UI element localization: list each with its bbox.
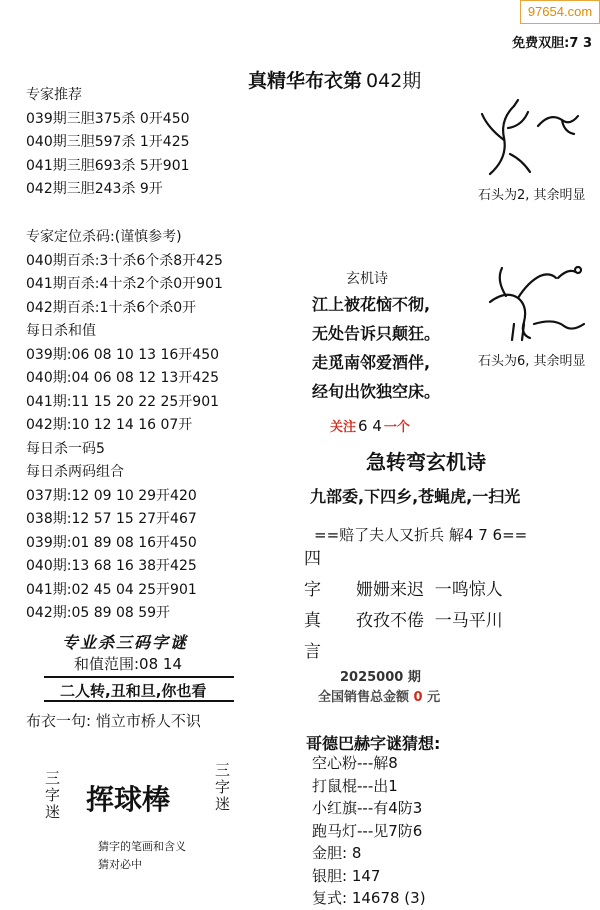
section-heading: 专家推荐	[26, 87, 82, 103]
four-words-char: 真	[304, 611, 321, 631]
daily-kill-one: 每日杀一码5	[26, 440, 105, 457]
divider	[44, 700, 234, 702]
riddle-label-left: 三字迷	[43, 770, 61, 821]
turn-heading: 急转弯玄机诗	[366, 450, 486, 474]
follow-label: 关注	[330, 420, 357, 435]
list-item: 040期三胆597杀 1开425	[26, 134, 190, 150]
four-words-char: 字	[304, 580, 321, 600]
sales-amount: 0	[413, 690, 423, 705]
follow-suffix: 一个	[383, 420, 410, 435]
follow-numbers: 6 4	[358, 417, 382, 435]
list-item: 跑马灯---见7防6	[312, 821, 423, 840]
lost-line: ==赔了夫人又折兵 解4 7 6==	[314, 526, 528, 544]
three-riddle-heading: 专业杀三码字谜	[62, 633, 189, 652]
riddle-note-2: 猜对必中	[98, 858, 142, 871]
section-heading: 每日杀和值	[26, 323, 96, 339]
list-item: 039期:06 08 10 13 16开450	[26, 346, 220, 363]
four-words-row-1: 姗姗来迟 一鸣惊人	[356, 580, 503, 600]
ink-dancer-icon	[484, 262, 594, 344]
list-item: 038期:12 57 15 27开467	[26, 511, 197, 527]
four-words-char: 言	[304, 642, 321, 662]
list-item: 复式: 14678 (3)	[312, 889, 426, 907]
four-words-column	[304, 544, 321, 668]
three-riddle-range: 和值范围:08 14	[74, 655, 182, 673]
sales-line	[318, 686, 440, 705]
follow-line	[330, 416, 410, 435]
list-item: 042期:05 89 08 59开	[26, 605, 171, 621]
poem-line: 无处告诉只颠狂。	[312, 324, 441, 343]
riddle-note-1: 猜字的笔画和含义	[98, 840, 186, 853]
stone-note-1: 石头为2, 其余明显	[478, 188, 586, 203]
goedel-heading: 哥德巴赫字谜猜想:	[306, 734, 441, 753]
list-item: 039期:01 89 08 16开450	[26, 534, 197, 551]
list-item: 042期百杀:1十杀6个杀0开	[26, 299, 197, 316]
buyi-sentence: 布衣一句: 悄立市桥人不识	[26, 712, 201, 730]
title-issue: 042期	[366, 70, 422, 92]
poem-line: 经旬出饮独空床。	[312, 382, 441, 401]
sales-issue: 2025000 期	[340, 670, 421, 685]
sales-label: 全国销售总金额	[318, 690, 410, 705]
positional-section	[26, 226, 223, 626]
mystic-poem	[312, 290, 440, 406]
sales-unit: 元	[427, 690, 441, 705]
four-words-row-2: 孜孜不倦 一马平川	[356, 611, 503, 631]
expert-section	[26, 84, 190, 202]
section-heading: 专家定位杀码:(谨慎参考)	[26, 229, 182, 245]
list-item: 小红旗---有4防3	[312, 799, 423, 817]
three-riddle-hint: 二人转,丑和旦,你也看	[60, 682, 207, 700]
list-item: 037期:12 09 10 29开420	[26, 487, 197, 504]
list-item: 040期:13 68 16 38开425	[26, 558, 197, 574]
list-item: 042期:10 12 14 16 07开	[26, 417, 193, 433]
four-words-char: 四	[304, 549, 321, 569]
page-title	[248, 66, 421, 93]
list-item: 041期:11 15 20 22 25开901	[26, 393, 220, 410]
list-item: 打鼠棍---出1	[312, 776, 398, 795]
mystic-heading: 玄机诗	[346, 271, 388, 287]
riddle-answer: 挥球棒	[86, 783, 171, 816]
list-item: 039期三胆375杀 0开450	[26, 110, 190, 127]
free-double-note: 免费双胆:7 3	[512, 36, 592, 51]
list-item: 040期百杀:3十杀6个杀8开425	[26, 252, 223, 269]
title-main: 真精华布衣第	[248, 70, 363, 92]
stone-note-2: 石头为6, 其余明显	[478, 354, 586, 369]
ink-figure-icon	[478, 98, 588, 180]
divider	[44, 676, 234, 678]
list-item: 041期:02 45 04 25开901	[26, 581, 197, 598]
list-item: 040期:04 06 08 12 13开425	[26, 370, 220, 386]
turn-line: 九部委,下四乡,苍蝇虎,一扫光	[310, 487, 521, 506]
list-item: 041期三胆693杀 5开901	[26, 157, 190, 174]
list-item: 银胆: 147	[312, 866, 381, 885]
list-item: 042期三胆243杀 9开	[26, 181, 163, 197]
goedel-list	[312, 752, 426, 910]
poem-line: 江上被花恼不彻,	[312, 295, 431, 314]
riddle-label-right: 三字迷	[213, 762, 231, 813]
poem-line: 走觅南邻爱酒伴,	[312, 353, 431, 372]
list-item: 空心粉---解8	[312, 754, 398, 772]
site-badge: 97654.com	[520, 0, 600, 24]
list-item: 041期百杀:4十杀2个杀0开901	[26, 276, 223, 292]
list-item: 金胆: 8	[312, 844, 362, 862]
section-heading: 每日杀两码组合	[26, 464, 124, 480]
